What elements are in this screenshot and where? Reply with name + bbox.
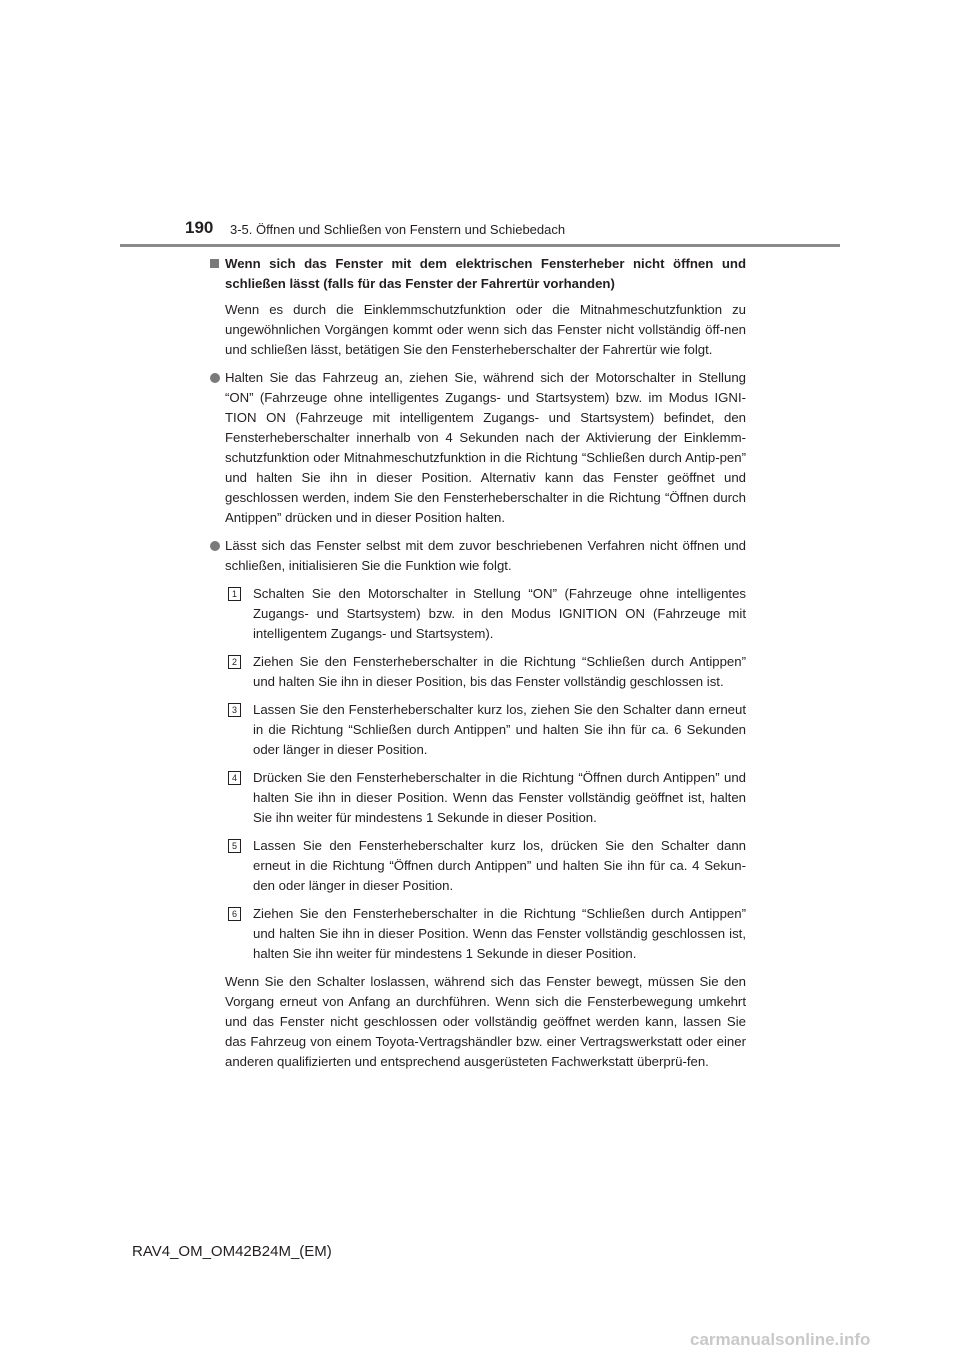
bullet-item (225, 368, 746, 528)
bullet-item (225, 536, 746, 576)
square-bullet-icon (210, 259, 219, 268)
step-item (231, 836, 746, 896)
section-heading-text: Wenn sich das Fenster mit dem elektrischen Fensterheber nicht öffnen und schließen lässt (falls für das Fenster der Fahrertür vorhanden) (225, 256, 746, 291)
step-text: Lassen Sie den Fensterheberschalter kurz los, drücken Sie den Schalter dann erneut in die Richtung “Öffnen durch Antippen” und halten Sie ihn für ca. 4 Sekun-den oder länger in dieser Position. (253, 838, 746, 893)
page-number: 190 (185, 218, 214, 237)
circle-bullet-icon (210, 541, 220, 551)
section-title: 3-5. Öffnen und Schließen von Fenstern und Schiebedach (230, 222, 566, 237)
bullet-text: Lässt sich das Fenster selbst mit dem zuvor beschriebenen Verfahren nicht öffnen und schließen, initialisieren Sie die Funktion wie folgt. (225, 538, 746, 573)
step-number-box: 6 (228, 907, 241, 921)
document-code: RAV4_OM_OM42B24M_(EM) (132, 1243, 332, 1260)
step-text: Ziehen Sie den Fensterheberschalter in die Richtung “Schließen durch Antippen” und halten Sie ihn in dieser Position, bis das Fenster vollständig geschlossen ist. (253, 654, 746, 689)
step-item (231, 904, 746, 964)
watermark: carmanualsonline.info (690, 1330, 871, 1349)
step-number-box: 5 (228, 839, 241, 853)
step-text: Ziehen Sie den Fensterheberschalter in die Richtung “Schließen durch Antippen” und halten Sie ihn in dieser Position. Wenn das Fenster vollständig geschlossen ist, halten Sie ihn weiter für mindestens 1 Sekunde in dieser Position. (253, 906, 746, 961)
step-number-box: 1 (228, 587, 241, 601)
intro-paragraph: Wenn es durch die Einklemmschutzfunktion oder die Mitnahmeschutzfunktion zu ungewöhnlichen Vorgängen kommt oder wenn sich das Fenster nicht vollständig öff-nen und schließen lässt, betätigen Sie den Fensterheberschalter der Fahrertür wie folgt. (225, 302, 746, 357)
step-item (231, 652, 746, 692)
step-text: Lassen Sie den Fensterheberschalter kurz los, ziehen Sie den Schalter dann erneut in die Richtung “Schließen durch Antippen” und halten Sie ihn für ca. 6 Sekunden oder länger in dieser Position. (253, 702, 746, 757)
step-item (231, 584, 746, 644)
header-divider (120, 244, 840, 247)
step-item (231, 768, 746, 828)
step-number-box: 4 (228, 771, 241, 785)
step-item (231, 700, 746, 760)
step-text: Drücken Sie den Fensterheberschalter in die Richtung “Öffnen durch Antippen” und halten Sie ihn in dieser Position. Wenn das Fenster vollständig geöffnet ist, halten Sie ihn weiter für mindestens 1 Sekunde in dieser Position. (253, 770, 746, 825)
bullet-text: Halten Sie das Fahrzeug an, ziehen Sie, während sich der Motorschalter in Stellung “ON” (Fahrzeuge ohne intelligentes Zugangs- und Startsystem) bzw. im Modus IGNI-TION ON (Fahrzeuge mit intelligentem Zugangs- und Startsystem) befindet, den Fensterheberschalter innerhalb von 4 Sekunden nach der Aktivierung der Einklemm-schutzfunktion oder Mitnahmeschutzfunktion in die Richtung “Schließen durch Antip-pen” und halten Sie ihn in dieser Position. Alternativ kann das Fenster geöffnet und geschlossen werden, indem Sie den Fensterheberschalter in die Richtung “Öffnen durch Antippen” drücken und in dieser Position halten. (225, 370, 746, 525)
step-number-box: 3 (228, 703, 241, 717)
closing-paragraph: Wenn Sie den Schalter loslassen, während sich das Fenster bewegt, müssen Sie den Vorgang erneut von Anfang an durchführen. Wenn sich die Fensterbewegung umkehrt und das Fenster nicht geschlossen oder vollständig geöffnet werden kann, lassen Sie das Fahrzeug von einem Toyota-Vertragshändler bzw. einer Vertragswerkstatt oder einer anderen qualifizierten und entsprechend ausgerüsteten Fachwerkstatt überprü-fen. (225, 974, 746, 1069)
step-text: Schalten Sie den Motorschalter in Stellung “ON” (Fahrzeuge ohne intelligentes Zugangs- und Startsystem) bzw. in den Modus IGNITION ON (Fahrzeuge mit intelligentem Zugangs- und Startsystem). (253, 586, 746, 641)
circle-bullet-icon (210, 373, 220, 383)
step-number-box: 2 (228, 655, 241, 669)
page-content (208, 254, 746, 1072)
section-heading (208, 254, 746, 294)
